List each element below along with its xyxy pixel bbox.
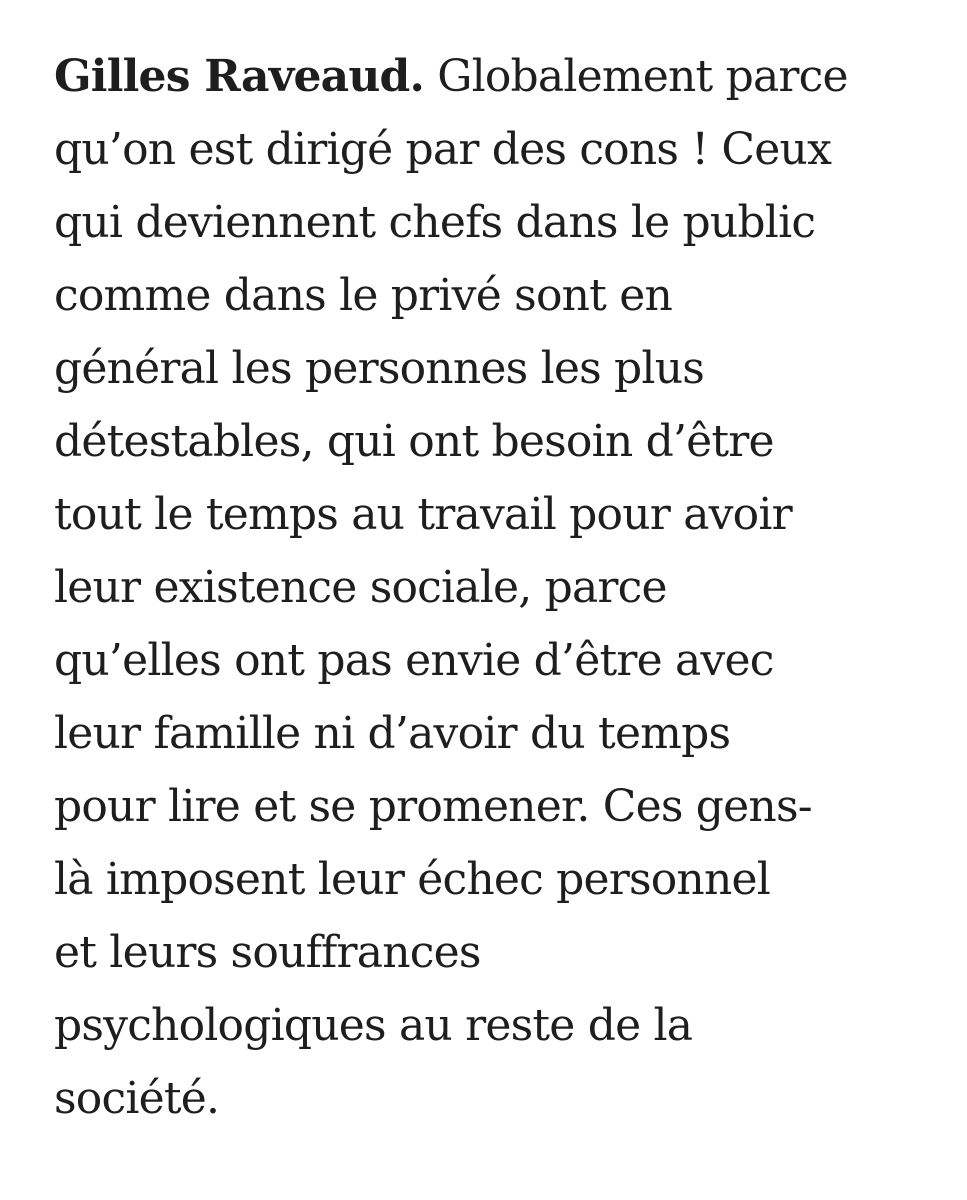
text-line-12: là imposent leur échec personnel: [54, 854, 771, 905]
text-line-8: leur existence sociale, parce: [54, 562, 667, 613]
text-line-9: qu’elles ont pas envie d’être avec: [54, 635, 774, 686]
text-line-7: tout le temps au travail pour avoir: [54, 489, 792, 540]
quote-paragraph: [54, 40, 934, 1135]
text-line-11: pour lire et se promener. Ces gens-: [54, 781, 812, 832]
text-line-10: leur famille ni d’avoir du temps: [54, 708, 731, 759]
speaker-name: Gilles Raveaud.: [54, 51, 425, 102]
text-line-1-content: Globalement parce: [437, 51, 848, 102]
text-line-1: [54, 40, 934, 113]
text-line-6: détestables, qui ont besoin d’être: [54, 416, 774, 467]
text-line-3: qui deviennent chefs dans le public: [54, 197, 816, 248]
text-line-15: société.: [54, 1073, 220, 1124]
text-line-4: comme dans le privé sont en: [54, 270, 673, 321]
text-line-5: général les personnes les plus: [54, 343, 705, 394]
text-line-14: psychologiques au reste de la: [54, 1000, 693, 1051]
text-line-13: et leurs souffrances: [54, 927, 481, 978]
text-line-2: qu’on est dirigé par des cons ! Ceux: [54, 124, 832, 175]
